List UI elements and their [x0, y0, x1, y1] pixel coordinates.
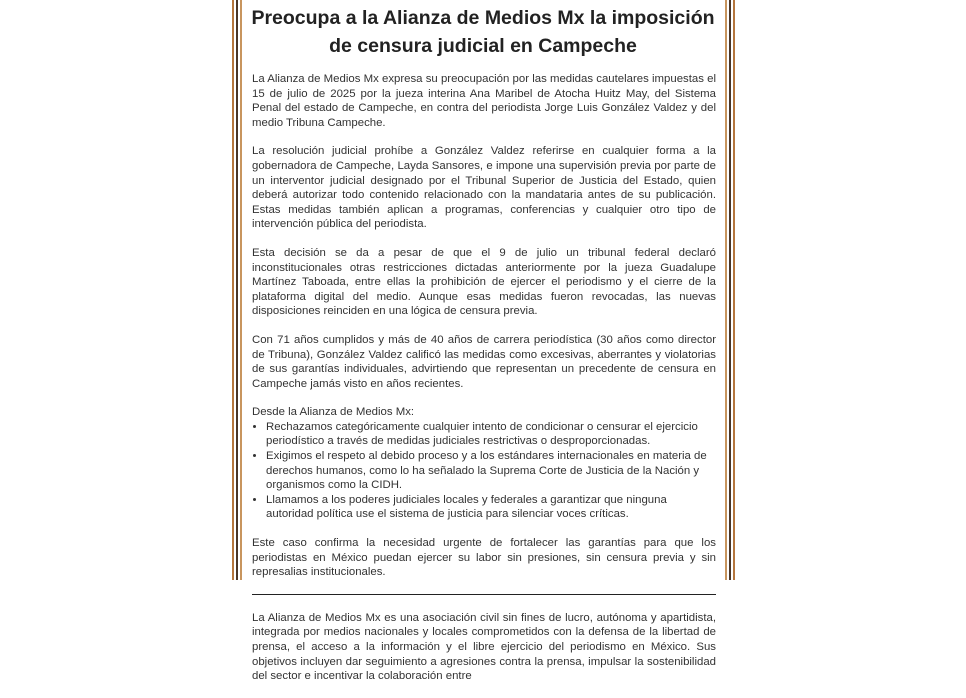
- list-intro: Desde la Alianza de Medios Mx:: [252, 406, 415, 419]
- list-item: • Rechazamos categóricamente cualquier intento de condicionar o censurar el ejercicio periodístico a través de medidas judiciales restrictivas o desproporcionadas.: [266, 420, 716, 449]
- paragraph-2: La resolución judicial prohíbe a González Valdez referirse en cualquier forma a la gobernadora de Campeche, Layda Sansores, e impone una supervisión previa por parte de un interventor judicial designado por el Tribunal Superior de Justicia del Estado, quien deberá autorizar todo contenido relacionado con la mandataria antes de su publicación. Estas medidas también aplican a programas, conferencias y cualquier otro tipo de intervención pública del periodista.: [252, 145, 716, 231]
- document-title: [248, 4, 718, 60]
- frame-right-outer: [733, 0, 735, 580]
- list-item: • Exigimos el respeto al debido proceso y a los estándares internacionales en materia de derechos humanos, como lo ha señalado la Suprema Corte de Justicia de la Nación y organismos como la CIDH.: [266, 449, 716, 493]
- document-page: [248, 0, 718, 683]
- frame-left-inner: [240, 0, 242, 580]
- section-divider: [252, 594, 716, 595]
- paragraph-6: La Alianza de Medios Mx es una asociación civil sin fines de lucro, autónoma y apartidista, integrada por medios nacionales y locales comprometidos con la defensa de la libertad de prensa, el acceso a la información y el libre ejercicio del periodismo en México. Sus objetivos incluyen dar seguimiento a agresiones contra la prensa, impulsar la sostenibilidad del sector e incentivar la colaboración entre: [252, 611, 716, 683]
- list-item: • Llamamos a los poderes judiciales locales y federales a garantizar que ninguna autoridad política use el sistema de justicia para silenciar voces críticas.: [266, 493, 716, 522]
- paragraph-1: La Alianza de Medios Mx expresa su preocupación por las medidas cautelares impuestas el 15 de julio de 2025 por la jueza interina Ana Maribel de Atocha Huitz May, del Sistema Penal del estado de Campeche, en contra del periodista Jorge Luis González Valdez y del medio Tribuna Campeche.: [252, 73, 716, 129]
- frame-left-outer: [232, 0, 234, 580]
- paragraph-4: Con 71 años cumplidos y más de 40 años de carrera periodística (30 años como director de Tribuna), González Valdez calificó las medidas como excesivas, aberrantes y violatorias de sus garantías individuales, advirtiendo que representan un precedente de censura en Campeche jamás visto en años recientes.: [252, 333, 716, 390]
- paragraph-3: Esta decisión se da a pesar de que el 9 de julio un tribunal federal declaró inconstitucionales otras restricciones dictadas anteriormente por la jueza Guadalupe Martínez Taboada, entre ellas la prohibición de ejercer el periodismo y el cierre de la plataforma digital del medio. Aunque esas medidas fueron revocadas, las nuevas disposiciones reinciden en una lógica de censura previa.: [252, 246, 716, 318]
- position-list: [252, 420, 716, 522]
- paragraph-5: Este caso confirma la necesidad urgente de fortalecer las garantías para que los periodistas en México puedan ejercer su labor sin presiones, sin censura previa y sin represalias institucionales.: [252, 537, 716, 579]
- document-body: [252, 72, 716, 698]
- title-line-2: de censura judicial en Campeche: [329, 35, 637, 57]
- frame-right-mid: [729, 0, 731, 580]
- title-line-1: Preocupa a la Alianza de Medios Mx la imposición: [251, 7, 715, 29]
- frame-left-mid: [236, 0, 238, 580]
- frame-right-inner: [725, 0, 727, 580]
